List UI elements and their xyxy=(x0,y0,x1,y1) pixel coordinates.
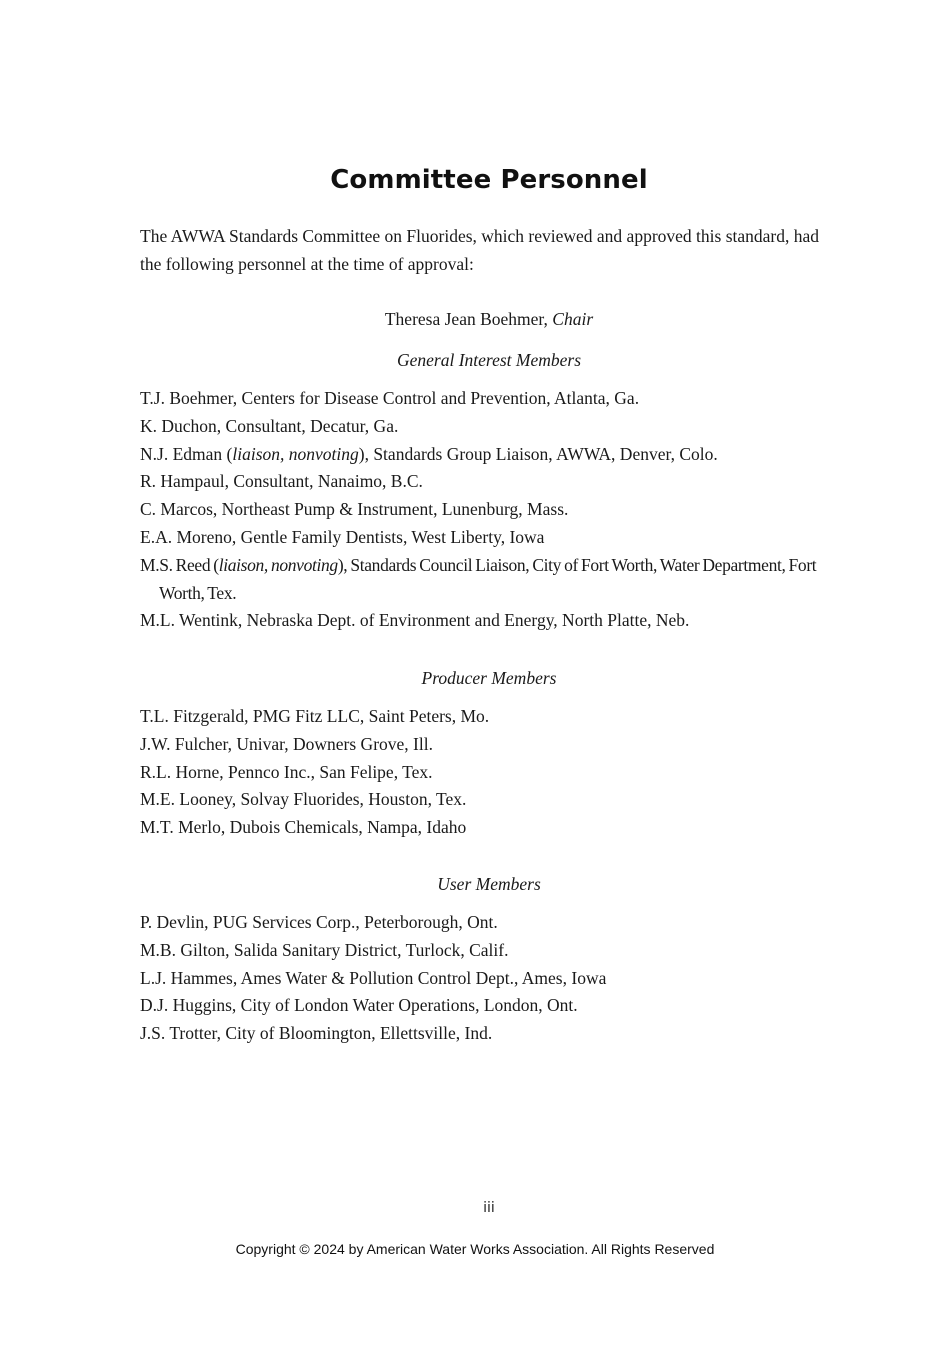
user-members-list xyxy=(140,909,840,1048)
copyright-notice: Copyright © 2024 by American Water Works Association. All Rights Reserved xyxy=(235,1241,715,1257)
chair-role: Chair xyxy=(552,309,594,329)
member-entry: R. Hampaul, Consultant, Nanaimo, B.C. xyxy=(140,471,423,492)
member-entry: M.E. Looney, Solvay Fluorides, Houston, Tex. xyxy=(140,789,467,810)
member-entry: T.L. Fitzgerald, PMG Fitz LLC, Saint Peters, Mo. xyxy=(140,706,490,726)
liaison-note: liaison, nonvoting xyxy=(232,443,359,464)
committee-chair xyxy=(0,305,950,333)
page-title: Committee Personnel xyxy=(330,165,648,195)
member-entry: M.B. Gilton, Salida Sanitary District, Turlock, Calif. xyxy=(140,939,509,960)
page-number: iii xyxy=(483,1200,495,1216)
member-entry: N.J. Edman (liaison, nonvoting), Standards Group Liaison, AWWA, Denver, Colo. xyxy=(140,443,718,464)
intro-paragraph: The AWWA Standards Committee on Fluorides, which reviewed and approved this standard, had the following personnel at the time of approval: xyxy=(140,226,820,274)
user-heading: User Members xyxy=(437,874,541,894)
general-interest-heading: General Interest Members xyxy=(396,350,582,370)
member-entry: T.J. Boehmer, Centers for Disease Control and Prevention, Atlanta, Ga. xyxy=(140,388,640,408)
member-entry: C. Marcos, Northeast Pump & Instrument, Lunenburg, Mass. xyxy=(140,499,569,520)
producer-members-list xyxy=(140,703,840,842)
member-entry: E.A. Moreno, Gentle Family Dentists, West Liberty, Iowa xyxy=(140,526,545,547)
member-entry: M.T. Merlo, Dubois Chemicals, Nampa, Idaho xyxy=(140,817,467,838)
member-entry: R.L. Horne, Pennco Inc., San Felipe, Tex. xyxy=(140,761,433,782)
liaison-note: liaison, nonvoting xyxy=(218,554,338,575)
member-entry: M.L. Wentink, Nebraska Dept. of Environment and Energy, North Platte, Neb. xyxy=(140,610,690,631)
member-entry: P. Devlin, PUG Services Corp., Peterborough, Ont. xyxy=(140,912,498,932)
member-entry: J.S. Trotter, City of Bloomington, Ellettsville, Ind. xyxy=(140,1023,493,1044)
member-entry: K. Duchon, Consultant, Decatur, Ga. xyxy=(140,415,399,436)
general-interest-members-list xyxy=(140,385,840,635)
member-entry: M.S. Reed (liaison, nonvoting), Standards Council Liaison, City of Fort Worth, Water Department, Fort Worth, Tex. xyxy=(140,554,817,603)
member-entry: L.J. Hammes, Ames Water & Pollution Control Dept., Ames, Iowa xyxy=(140,967,607,988)
member-entry: D.J. Huggins, City of London Water Operations, London, Ont. xyxy=(140,995,578,1016)
member-entry: J.W. Fulcher, Univar, Downers Grove, Ill. xyxy=(140,733,433,754)
chair-name: Theresa Jean Boehmer, xyxy=(384,309,553,329)
producer-heading: Producer Members xyxy=(421,668,557,688)
